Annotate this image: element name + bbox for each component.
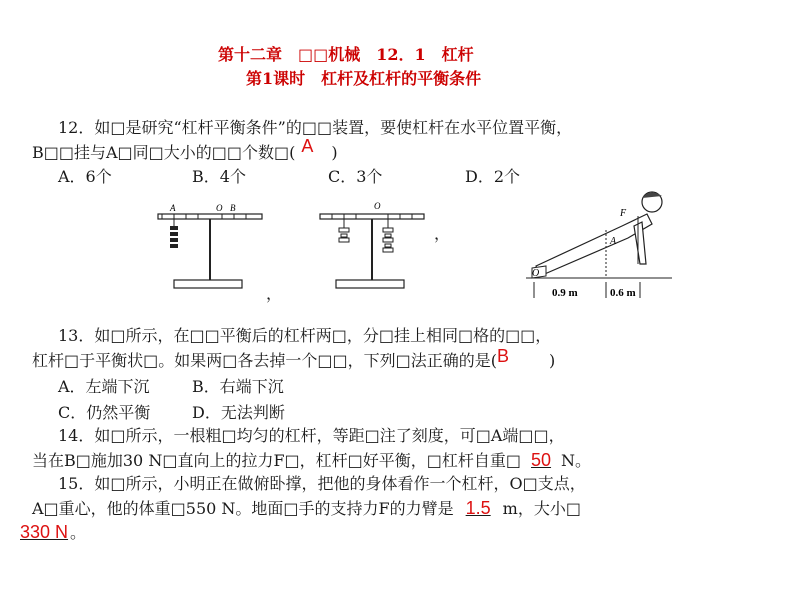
- q12-answer: A: [301, 136, 314, 156]
- q14-unit: N。: [561, 451, 592, 470]
- dim-06: 0.6 m: [610, 287, 636, 299]
- q13-line2: [32, 346, 556, 371]
- q12-option-a: A．6个: [58, 167, 112, 186]
- q12-line1: 12．如□是研究“杠杆平衡条件”的□□装置，要使杠杆在水平位置平衡，: [58, 118, 573, 137]
- q12-option-d: D．2个: [465, 167, 521, 186]
- label-o3: O: [532, 268, 540, 279]
- q13-option-d: D．无法判断: [192, 403, 285, 422]
- q15-line2: [32, 498, 581, 519]
- q14-line2: [32, 450, 591, 471]
- lever-figure-1: [150, 198, 270, 294]
- q12-line2: [32, 136, 338, 163]
- q15-line3: [14, 522, 86, 543]
- body: [536, 214, 652, 276]
- label-a: A: [170, 203, 176, 213]
- label-o2: O: [374, 201, 381, 211]
- lever-figure-2: [312, 198, 432, 294]
- q15-answer-2: 330 N: [20, 522, 69, 542]
- dim-09: 0.9 m: [552, 287, 578, 299]
- q14-line1: 14．如□所示，一根粗□均匀的杠杆，等距□注了刻度，可□A端□□，: [58, 426, 565, 445]
- q15-answer-1: 1.5: [465, 498, 491, 518]
- chapter-title: 第十二章 □□机械 12．1 杠杆: [218, 45, 474, 64]
- q13-line1: 13．如□所示，在□□平衡后的杠杆两□，分□挂上相同□格的□□，: [58, 326, 552, 345]
- q13-close: ): [548, 351, 556, 370]
- lesson-title: 第1课时 杠杆及杠杆的平衡条件: [246, 69, 482, 88]
- q12-option-c: C．3个: [328, 167, 383, 186]
- label-o: O: [216, 203, 223, 213]
- q12-stem: B□□挂与A□同□大小的□□个数□(: [32, 143, 296, 162]
- q13-option-c: C．仍然平衡: [58, 403, 151, 422]
- q13-option-b: B．右端下沉: [192, 377, 284, 396]
- q15-stem: A□重心，他的体重□550 N。地面□手的支持力F的力臂是: [32, 499, 454, 518]
- q13-option-a: A．左端下沉: [58, 377, 150, 396]
- q15-mid: m，大小□: [502, 499, 581, 518]
- label-b: B: [230, 203, 236, 213]
- q14-answer: 50: [531, 450, 552, 470]
- stand-base: [174, 280, 242, 288]
- pushup-figure: [522, 186, 674, 304]
- comma-1: ，: [266, 284, 283, 303]
- q14-stem: 当在B□施加30 N□直向上的拉力F□，杠杆□好平衡，□杠杆自重□: [32, 451, 522, 470]
- q12-close: ): [331, 143, 338, 162]
- label-a3: A: [610, 236, 617, 247]
- q15-end: 。: [70, 523, 87, 542]
- q13-stem: 杠杆□于平衡状□。如果两□各去掉一个□□，下列□法正确的是(: [32, 351, 497, 370]
- q13-answer: B: [496, 346, 509, 366]
- label-f: F: [620, 208, 627, 219]
- q12-option-b: B．4个: [192, 167, 246, 186]
- q15-line1: 15．如□所示，小明正在做俯卧撑，把他的身体看作一个杠杆，O□支点，: [58, 474, 586, 493]
- comma-2: ，: [434, 224, 451, 243]
